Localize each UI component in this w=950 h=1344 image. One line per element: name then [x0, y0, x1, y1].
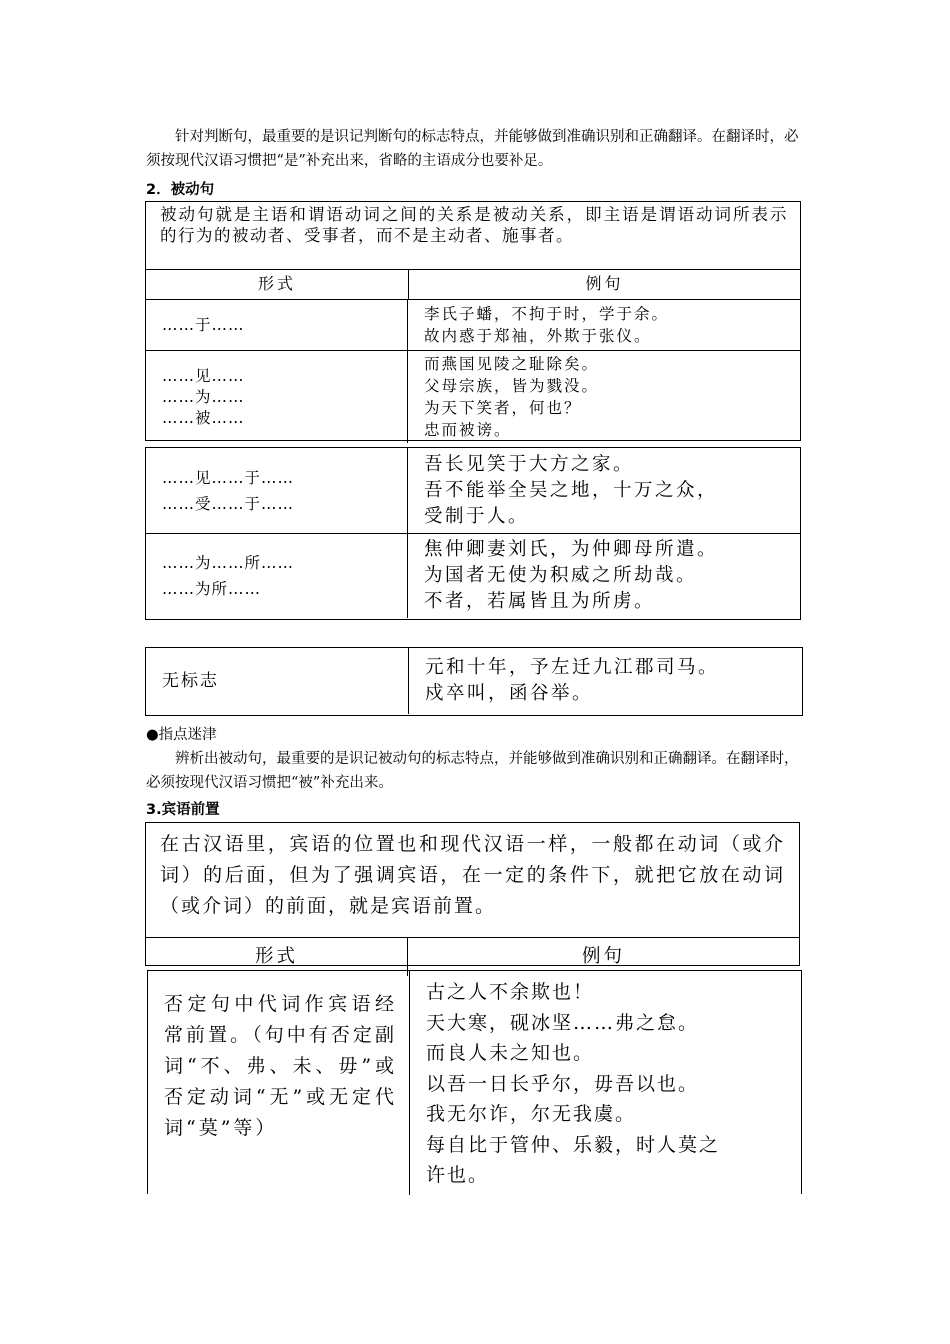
example-sentence: 为天下笑者，何也？	[424, 399, 582, 417]
intro-paragraph: 针对判断句，最重要的是识记判断句的标志特点，并能够做到准确识别和正确翻译。在翻译时，必须按现代汉语习惯把“是”补充出来，省略的主语成分也要补足。	[146, 129, 799, 169]
passive-heading: 2．被动句	[146, 182, 215, 198]
table-row	[148, 971, 801, 1195]
form-text: 无标志	[162, 670, 219, 691]
example-sentence: 不者，若属皆且为所虏。	[424, 591, 656, 612]
form-text: ……见……	[162, 366, 245, 385]
example-sentence: 元和十年，予左迁九江郡司马。	[425, 657, 720, 678]
object-table-part1	[145, 822, 800, 966]
example-sentence: 父母宗族，皆为戮没。	[424, 377, 600, 395]
form-cell	[146, 351, 408, 443]
example-cell	[408, 534, 800, 618]
example-column-header: 例句	[581, 946, 625, 967]
example-sentence: 李氏子蟠，不拘于时，学于余。	[424, 305, 670, 323]
passive-table-part3	[145, 647, 803, 716]
object-table-part2	[147, 970, 802, 1194]
passive-definition: 被动句就是主语和谓语动词之间的关系是被动关系，即主语是谓语动词所表示的行为的被动者、受事者，而不是主动者、施事者。	[146, 202, 800, 270]
object-preposed-heading: 3.宾语前置	[146, 802, 220, 818]
form-text: ……见……于……	[162, 468, 295, 487]
object-definition: 在古汉语里，宾语的位置也和现代汉语一样，一般都在动词（或介词）的后面，但为了强调宾语，在一定的条件下，就把它放在动词（或介词）的前面，就是宾语前置。	[146, 823, 799, 938]
form-cell	[146, 300, 408, 350]
form-column-header: 形式	[146, 270, 409, 299]
table-row	[146, 534, 800, 618]
example-cell	[408, 448, 800, 533]
form-cell	[146, 448, 408, 533]
example-cell	[410, 971, 801, 1195]
example-cell	[408, 351, 800, 443]
form-text: ……为所……	[162, 580, 262, 598]
form-text: ……被……	[162, 408, 245, 427]
form-text: ……为……所……	[162, 554, 295, 572]
example-sentence: 天大寒，砚冰坚……弗之怠。	[426, 1011, 700, 1034]
example-sentence: 每自比于管仲、乐毅，时人莫之	[426, 1133, 721, 1156]
example-column-header: 例句	[585, 274, 624, 293]
example-sentence: 吾不能举全吴之地，十万之众，	[424, 479, 719, 501]
form-cell	[146, 534, 408, 618]
form-text: ……为……	[162, 387, 245, 406]
table-row	[146, 448, 800, 534]
example-sentence: 我无尔诈，尔无我虞。	[426, 1103, 637, 1125]
example-sentence: 而燕国见陵之耻除矣。	[424, 355, 600, 373]
form-cell	[146, 648, 409, 714]
form-text: ……于……	[162, 315, 245, 334]
example-sentence: 为国者无使为积威之所劫哉。	[424, 565, 698, 586]
example-sentence: 忠而被谤。	[424, 421, 512, 439]
tip-title: ●指点迷津	[146, 727, 217, 743]
form-text: ……受……于……	[162, 494, 295, 513]
example-sentence: 焦仲卿妻刘氏，为仲卿母所遣。	[424, 539, 719, 560]
example-sentence: 许也。	[426, 1164, 490, 1186]
passive-table-part2	[145, 447, 801, 620]
example-cell	[409, 648, 802, 714]
tip-text: 辨析出被动句，最重要的是识记被动句的标志特点，并能够做到准确识别和正确翻译。在翻译时，必须按现代汉语习惯把“被”补充出来。	[146, 751, 799, 791]
passive-table-part1	[145, 201, 801, 441]
form-cell	[148, 971, 410, 1195]
table-row	[146, 351, 800, 443]
form-text: 否定句中代词作宾语经常前置。（句中有否定副词“不、弗、未、毋”或否定动词“无”或无定代词“莫”等）	[164, 993, 397, 1139]
example-sentence: 故内惑于郑袖，外欺于张仪。	[424, 327, 652, 345]
passive-table-header	[146, 270, 800, 300]
example-sentence: 以吾一日长乎尔，毋吾以也。	[426, 1072, 700, 1095]
example-sentence: 吾长见笑于大方之家。	[424, 453, 635, 475]
example-sentence: 受制于人。	[424, 505, 530, 527]
table-row	[146, 300, 800, 351]
example-cell	[408, 300, 800, 350]
example-sentence: 古之人不余欺也！	[426, 981, 595, 1003]
example-sentence: 戍卒叫，函谷举。	[425, 683, 594, 704]
example-sentence: 而良人未之知也。	[426, 1042, 595, 1064]
table-row	[146, 648, 802, 714]
form-column-header: 形式	[146, 938, 408, 976]
